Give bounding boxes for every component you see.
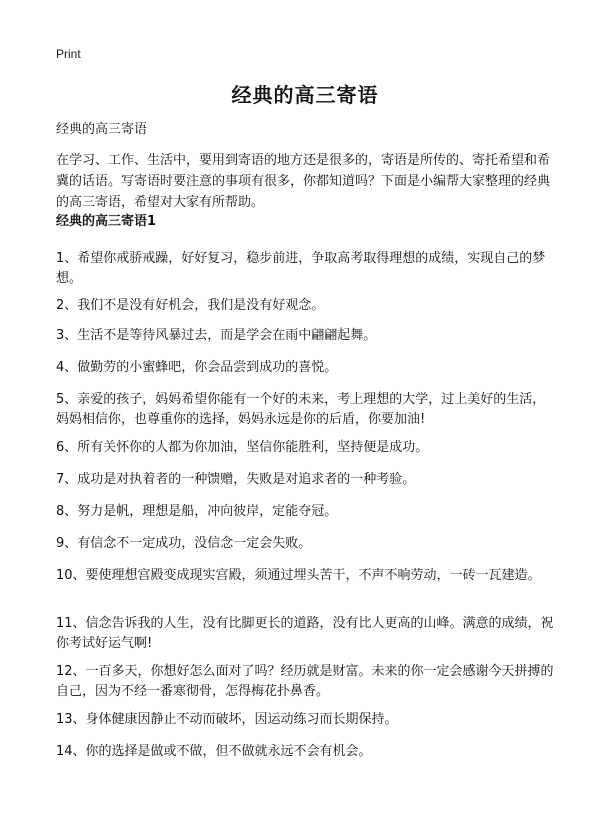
list-item-10: 10、要使理想宫殿变成现实宫殿，须通过埋头苦干，不声不响劳动，一砖一瓦建造。: [56, 568, 541, 583]
list-item-13: 13、身体健康因静止不动而破坏，因运动练习而长期保持。: [56, 712, 398, 727]
list-item-12: 12、一百多天，你想好怎么面对了吗？经历就是财富。未来的你一定会感谢今天拼搏的自己，因为不经一番寒彻骨，怎得梅花扑鼻香。: [56, 664, 554, 699]
list-item-14: 14、你的选择是做或不做，但不做就永远不会有机会。: [56, 744, 372, 759]
subtitle: 经典的高三寄语: [56, 122, 148, 137]
list-item-3: 3、生活不是等待风暴过去，而是学会在雨中翩翩起舞。: [56, 328, 377, 343]
intro-paragraph: 在学习、工作、生活中，要用到寄语的地方还是很多的，寄语是所传的、寄托希望和希冀的话语。写寄语时要注意的事项有很多，你都知道吗？下面是小编帮大家整理的经典的高三寄语，希望对大家有所帮助。: [56, 153, 551, 210]
list-item-7: 7、成功是对执着者的一种馈赠，失败是对追求者的一种考验。: [56, 472, 416, 487]
list-item-11: 11、信念告诉我的人生，没有比脚更长的道路，没有比人更高的山峰。满意的成绩，祝你考试好运气啊!: [56, 616, 554, 651]
list-item-1: 1、希望你戒骄戒躁，好好复习，稳步前进，争取高考取得理想的成绩，实现自己的梦想。: [56, 251, 546, 286]
list-item-9: 9、有信念不一定成功，没信念一定会失败。: [56, 536, 312, 551]
page-title: 经典的高三寄语: [231, 83, 379, 107]
list-item-5: 5、亲爱的孩子，妈妈希望你能有一个好的未来，考上理想的大学，过上美好的生活，妈妈相信你，也尊重你的选择，妈妈永远是你的后盾，你要加油!: [56, 392, 546, 427]
list-item-6: 6、所有关怀你的人都为你加油，坚信你能胜利，坚持便是成功。: [56, 440, 429, 455]
list-item-8: 8、努力是帆，理想是船，冲向彼岸，定能夺冠。: [56, 504, 338, 519]
list-item-2: 2、我们不是没有好机会，我们是没有好观念。: [56, 298, 325, 313]
print-link[interactable]: Print: [56, 47, 81, 61]
list-item-4: 4、做勤劳的小蜜蜂吧，你会品尝到成功的喜悦。: [56, 360, 338, 375]
section-heading: 经典的高三寄语1: [56, 214, 157, 229]
